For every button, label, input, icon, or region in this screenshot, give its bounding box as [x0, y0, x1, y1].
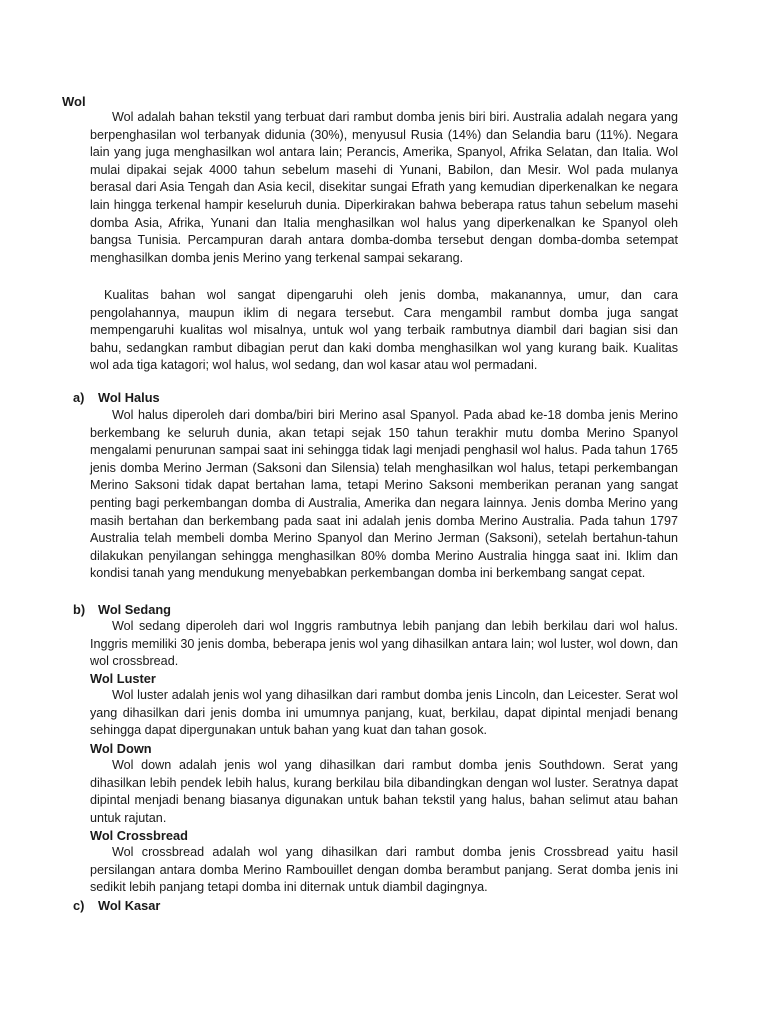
section-a-marker: a)	[73, 390, 85, 405]
subsection-crossbread-text: Wol crossbread adalah wol yang dihasilkan dari rambut domba jenis Crossbread yaitu hasil persilangan antara domba Merino Rambouillet dengan domba berambut panjang. Serat domba jenis ini sedikit lebih panjang tetapi domba ini diternak untuk diambil dagingnya.	[90, 845, 678, 895]
section-c-marker: c)	[73, 898, 85, 913]
subsection-down-heading: Wol Down	[90, 741, 152, 756]
section-a-heading: Wol Halus	[98, 390, 160, 405]
section-b-text: Wol sedang diperoleh dari wol Inggris rambutnya lebih panjang dan lebih berkilau dari wol halus. Inggris memiliki 30 jenis domba, beberapa jenis wol yang dihasilkan antara lain; wol luster, wol down, dan wol crossbread.	[90, 619, 678, 669]
document-title: Wol	[62, 94, 86, 109]
subsection-luster-heading: Wol Luster	[90, 671, 156, 686]
section-b-heading: Wol Sedang	[98, 602, 171, 617]
subsection-down-text: Wol down adalah jenis wol yang dihasilkan dari rambut domba jenis Southdown. Serat yang dihasilkan lebih pendek lebih halus, kurang berkilau bila dibandingkan dengan wol luster. Seratnya dapat dipintal menjadi benang biasanya digunakan untuk bahan tekstil yang halus, bahan selimut atau bahan untuk rajutan.	[90, 758, 678, 825]
section-c-heading: Wol Kasar	[98, 898, 161, 913]
section-a-text: Wol halus diperoleh dari domba/biri biri Merino asal Spanyol. Pada abad ke-18 domba jenis Merino berkembang ke seluruh dunia, akan tetapi sejak 150 tahun terakhir mutu domba Merino Spanyol mengalami penurunan sampai saat ini sehingga tidak lagi menjadi penghasil wol halus. Pada tahun 1765 jenis domba Merino Jerman (Saksoni dan Silensia) telah menghasilkan wol halus, tetapi perkembangan Merino Saksoni tidak dapat bertahan lama, tetapi Merino Saksoni memberikan peranan yang sangat penting bagi perkembangan domba di Australia, Amerika dan negara lainnya. Jenis domba Merino yang masih bertahan dan berkembang pada saat ini adalah jenis domba Merino Australia. Pada tahun 1797 Australia telah membeli domba Merino Spanyol dan Merino Jerman (Saksoni), setelah bertahun-tahun dilakukan penyilangan sehingga menghasilkan 80% domba Merino Australia hingga saat ini. Iklim dan kondisi tanah yang mendukung menyebabkan perkembangan domba ini berkembang sangat cepat.	[90, 408, 678, 581]
intro-paragraph-1: Wol adalah bahan tekstil yang terbuat dari rambut domba jenis biri biri. Australia adalah negara yang berpenghasilan wol terbanyak didunia (30%), menyusul Rusia (14%) dan Selandia baru (11%). Negara lain yang juga menghasilkan wol antara lain; Perancis, Amerika, Spanyol, Afrika Selatan, dan Italia. Wol mulai dipakai sejak 4000 tahun sebelum masehi di Yunani, Babilon, dan Mesir. Wol pada mulanya berasal dari Asia Tengah dan Asia kecil, disekitar sungai Efrath yang kemudian diperkenalkan ke negara lain hingga terkenal hampir keseluruh dunia. Diperkirakan bahwa beberapa ratus tahun sebelum masehi domba Asia, Afrika, Yunani dan Italia menghasilkan wol halus yang diperkenalkan ke Spanyol oleh bangsa Tunisia. Percampuran darah antara domba-domba tersebut dengan domba-domba setempat menghasilkan domba jenis Merino yang terkenal sampai sekarang.	[90, 110, 678, 265]
subsection-crossbread-heading: Wol Crossbread	[90, 828, 188, 843]
subsection-luster-text: Wol luster adalah jenis wol yang dihasilkan dari rambut domba jenis Lincoln, dan Leicester. Serat wol yang dihasilkan dari jenis domba ini umumnya panjang, kuat, berkilau, dapat dipintal menjadi benang sehingga dapat dipergunakan untuk bahan yang kuat dan tahan gosok.	[90, 688, 678, 738]
section-b-marker: b)	[73, 602, 86, 617]
intro-paragraph-2: Kualitas bahan wol sangat dipengaruhi oleh jenis domba, makanannya, umur, dan cara pengolahannya, maupun iklim di negara tersebut. Cara mengambil rambut domba juga sangat mempengaruhi kualitas wol misalnya, untuk wol yang terbaik rambutnya diambil dari bagian sisi dan bahu, sedangkan rambut dibagian perut dan kaki domba menghasilkan wol yang kurang baik. Kualitas wol ada tiga katagori; wol halus, wol sedang, dan wol kasar atau wol permadani.	[90, 288, 678, 373]
